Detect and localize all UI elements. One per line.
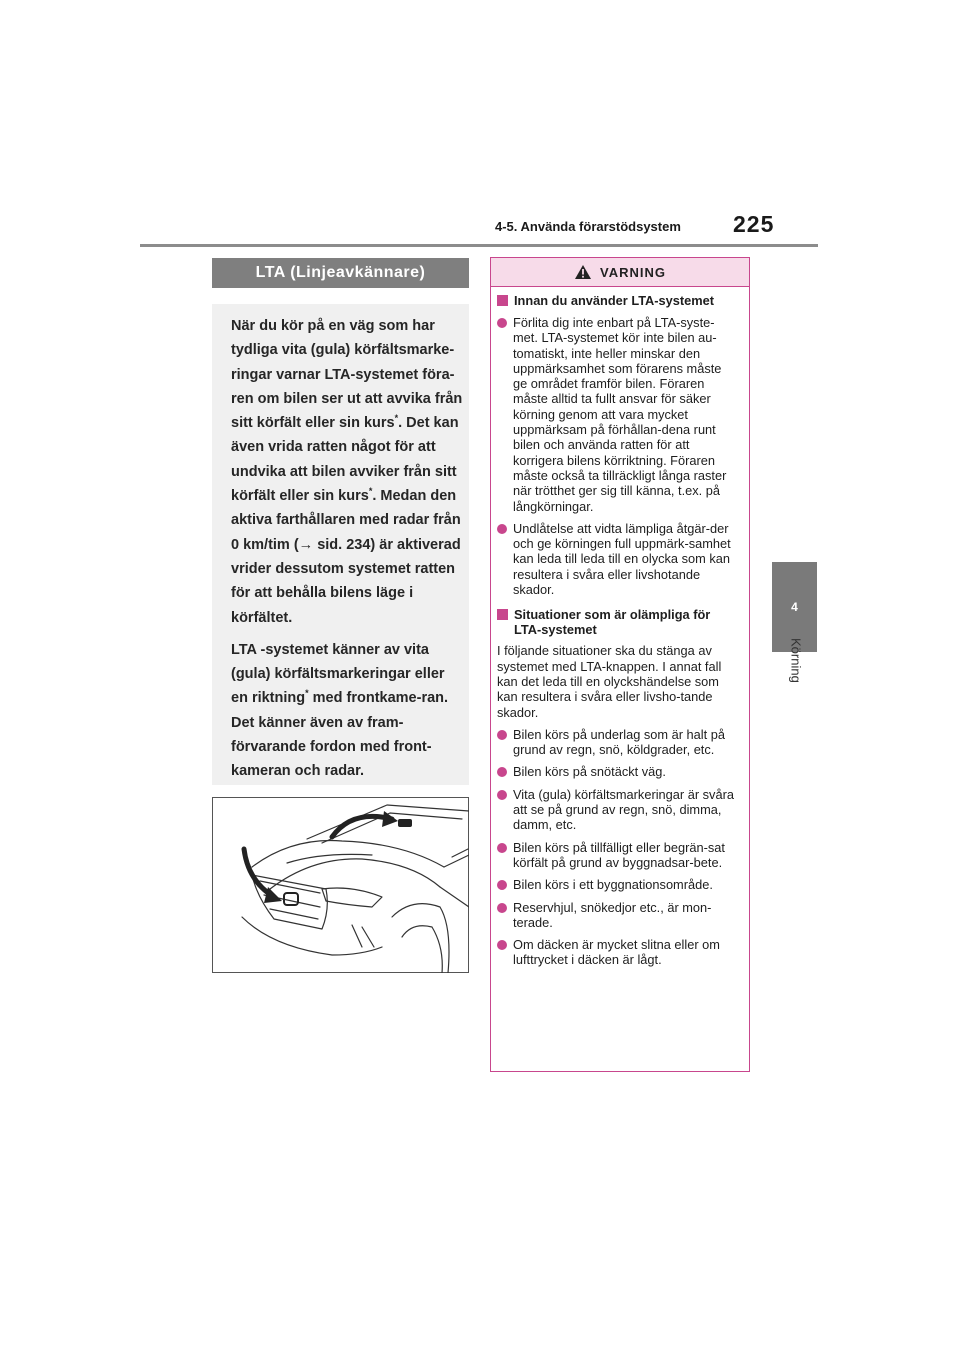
warning-triangle-icon bbox=[574, 264, 592, 280]
lta-detection-paragraph: LTA -systemet känner av vita (gula) körfältsmarkeringar eller en riktning* med frontkame-ran. Det känner även av fram-förvarande fordon med front-kameran och radar. bbox=[231, 641, 449, 780]
section-title: 4-5. Använda förarstödsystem bbox=[495, 219, 681, 234]
warning-header bbox=[491, 258, 749, 287]
car-front-camera-radar-illustration bbox=[212, 797, 469, 973]
warning-title: VARNING bbox=[600, 264, 666, 280]
bullet-icon bbox=[497, 790, 507, 800]
list-item: Vita (gula) körfältsmarkeringar är svåra att se på grund av regn, snö, dimma, damm, etc. bbox=[497, 787, 739, 833]
header-divider bbox=[140, 244, 818, 247]
list-item: Bilen körs på underlag som är halt på grund av regn, snö, köldgrader, etc. bbox=[497, 727, 739, 758]
bullet-icon bbox=[497, 880, 507, 890]
front-camera-marker bbox=[398, 819, 412, 827]
list-item: Förlita dig inte enbart på LTA-syste-met. LTA-systemet kör inte bilen au-tomatiskt, inte heller minskar den uppmärksamhet som förarens måste ge området framför bilen. Föraren måste alltid ta fullt ansvar för säker körning genom att vara mycket uppmärksam på förhållan-dena runt bilen och använda ratten för att korrigera bilens körriktning. Föraren måste också ta tillräckligt långa raster när trötthet ger sig till känna, t.ex. på långkörningar. bbox=[497, 315, 739, 514]
list-item: Bilen körs på snötäckt väg. bbox=[497, 764, 739, 779]
list-item: Undlåtelse att vidta lämpliga åtgär-der och ge körningen full uppmärk-samhet kan leda till leda till en olycka som kan resultera i svåra eller livshotande skador. bbox=[497, 521, 739, 597]
lta-intro-paragraph: När du kör på en väg som har tydliga vita (gula) körfältsmarke-ringar varnar LTA-systemet föra-ren om bilen ser ut att avvika från sitt körfält eller sin kurs*. Det kan även vrida ratten något för att undvika att bilen avviker från sitt körfält eller sin kurs*. Medan den aktiva farthållaren med radar från 0 km/tim (→ sid. 234) är aktiverad vrider dessutom systemet ratten för att behålla bilens läge i körfältet. bbox=[231, 318, 463, 626]
square-bullet-icon bbox=[497, 295, 508, 306]
bullet-icon bbox=[497, 903, 507, 913]
lta-description-box bbox=[212, 304, 469, 785]
bullet-icon bbox=[497, 940, 507, 950]
list-item: Om däcken är mycket slitna eller om lufttrycket i däcken är lågt. bbox=[497, 937, 739, 968]
list-item: Bilen körs i ett byggnationsområde. bbox=[497, 877, 739, 892]
chapter-number: 4 bbox=[791, 600, 798, 614]
bullet-icon bbox=[497, 318, 507, 328]
warning-intro-paragraph: I följande situationer ska du stänga av systemet med LTA-knappen. I annat fall kan det leda till en olyckshändelse som kan resultera i svåra eller livsho-tande skador. bbox=[497, 643, 722, 720]
warning-content bbox=[491, 287, 749, 968]
bullet-icon bbox=[497, 524, 507, 534]
chapter-label: Körning bbox=[788, 637, 804, 683]
car-illustration bbox=[212, 797, 469, 973]
bullet-icon bbox=[497, 843, 507, 853]
bullet-icon bbox=[497, 730, 507, 740]
warning-box bbox=[490, 257, 750, 1072]
bullet-icon bbox=[497, 767, 507, 777]
lta-title: LTA (Linjeavkännare) bbox=[212, 258, 469, 288]
warning-section-heading: Situationer som är olämpliga för LTA-systemet bbox=[497, 607, 739, 637]
page-number: 225 bbox=[733, 211, 775, 237]
square-bullet-icon bbox=[497, 609, 508, 620]
list-item: Reservhjul, snökedjor etc., är mon-terade. bbox=[497, 900, 739, 931]
warning-section-heading: Innan du använder LTA-systemet bbox=[497, 293, 739, 308]
list-item: Bilen körs på tillfälligt eller begrän-sat körfält på grund av byggnadsar-bete. bbox=[497, 840, 739, 871]
